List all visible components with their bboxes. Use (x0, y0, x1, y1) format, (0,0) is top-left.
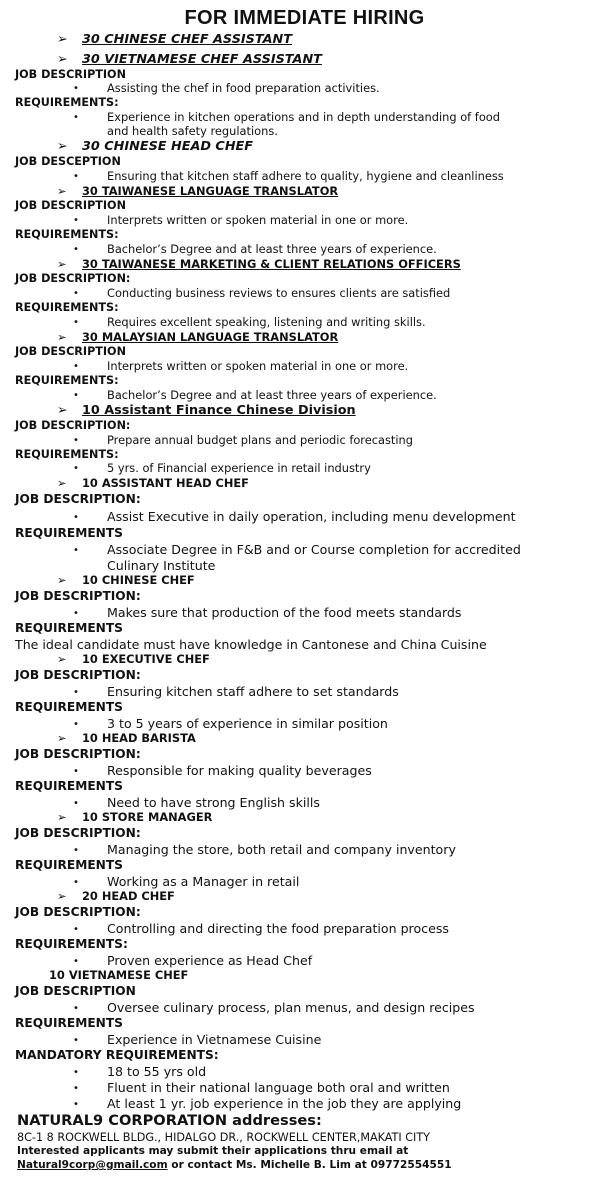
bullet-icon: • (73, 361, 79, 372)
bullet-icon: • (73, 317, 79, 328)
job-description-label: JOB DESCRIPTION: (15, 747, 141, 761)
arrow-bullet-icon: ➢ (57, 403, 68, 418)
bullet-icon: • (73, 171, 79, 182)
contact-text: or contact Ms. Michelle B. Lim at 09772554551 (167, 1159, 452, 1171)
list-item: • Experience in kitchen operations and in depth understanding of food (73, 110, 500, 124)
bullet-icon: • (73, 1035, 79, 1046)
bullet-icon: • (73, 719, 79, 730)
bullet-icon: • (73, 1003, 79, 1014)
list-item: • Makes sure that production of the food meets standards (73, 605, 462, 620)
requirements-label: REQUIREMENTS (15, 1016, 123, 1030)
job-description-label: JOB DESCRIPTION: (15, 272, 131, 285)
list-item: • Interprets written or spoken material in one or more. (73, 359, 409, 373)
position-title: ➢ 30 CHINESE HEAD CHEF (57, 139, 254, 154)
job-description-label: JOB DESCRIPTION: (15, 492, 141, 506)
arrow-bullet-icon: ➢ (57, 257, 67, 271)
list-item: • Bachelor’s Degree and at least three years of experience. (73, 388, 437, 402)
list-item-continued: Culinary Institute (107, 558, 216, 573)
list-item: • Assisting the chef in food preparation activities. (73, 81, 380, 95)
position-title: ➢ 30 TAIWANESE LANGUAGE TRANSLATOR (57, 184, 339, 198)
bullet-icon: • (73, 1083, 79, 1094)
list-item: • Conducting business reviews to ensures clients are satisfied (73, 286, 451, 300)
mandatory-requirements-label: MANDATORY REQUIREMENTS: (15, 1048, 219, 1062)
bullet-icon: • (73, 845, 79, 856)
arrow-bullet-icon: ➢ (57, 731, 67, 745)
requirements-label: REQUIREMENTS: (15, 96, 119, 109)
bullet-icon: • (73, 608, 79, 619)
page-title: FOR IMMEDIATE HIRING (184, 7, 425, 29)
position-title: ➢ 30 CHINESE CHEF ASSISTANT (57, 32, 292, 47)
bullet-icon: • (73, 83, 79, 94)
job-description-label: JOB DESCRIPTION (15, 68, 126, 81)
list-item: • Ensuring kitchen staff adhere to set standards (73, 684, 399, 699)
bullet-icon: • (73, 766, 79, 777)
arrow-bullet-icon: ➢ (57, 139, 68, 154)
requirements-label: REQUIREMENTS: (15, 937, 128, 951)
list-item: • Responsible for making quality beverages (73, 763, 372, 778)
job-description-label: JOB DESCRIPTION (15, 345, 126, 358)
list-item-continued: and health safety regulations. (107, 124, 278, 138)
list-item: • 18 to 55 yrs old (73, 1064, 207, 1079)
requirements-label: REQUIREMENTS (15, 526, 123, 540)
arrow-bullet-icon: ➢ (57, 476, 67, 490)
position-title: ➢ 10 ASSISTANT HEAD CHEF (57, 476, 249, 490)
requirements-label: REQUIREMENTS (15, 700, 123, 714)
bullet-icon: • (73, 1099, 79, 1110)
arrow-bullet-icon: ➢ (57, 32, 68, 47)
position-title: ➢ 10 STORE MANAGER (57, 810, 213, 824)
list-item: • Interprets written or spoken material in one or more. (73, 213, 409, 227)
email-link[interactable]: Natural9corp@gmail.com (17, 1159, 168, 1171)
bullet-icon: • (73, 390, 79, 401)
job-description-label: JOB DESCEPTION (15, 155, 121, 168)
job-description-label: JOB DESCRIPTION: (15, 589, 141, 603)
list-item: • Prepare annual budget plans and periodic forecasting (73, 433, 414, 447)
position-title: ➢ 10 CHINESE CHEF (57, 573, 195, 587)
position-title: ➢ 30 VIETNAMESE CHEF ASSISTANT (57, 52, 322, 67)
bullet-icon: • (73, 545, 79, 556)
position-title: ➢ 30 TAIWANESE MARKETING & CLIENT RELATIONS OFFICERS (57, 257, 461, 271)
bullet-icon: • (73, 463, 79, 474)
list-item: • Requires excellent speaking, listening and writing skills. (73, 315, 426, 329)
application-note: Interested applicants may submit their applications thru email at (17, 1145, 409, 1157)
company-name: NATURAL9 CORPORATION addresses: (17, 1112, 322, 1129)
position-title: ➢ 30 MALAYSIAN LANGUAGE TRANSLATOR (57, 330, 339, 344)
job-description-label: JOB DESCRIPTION: (15, 419, 131, 432)
position-title: ➢ 20 HEAD CHEF (57, 889, 175, 903)
requirements-label: REQUIREMENTS: (15, 448, 119, 461)
position-title: ➢ 10 Assistant Finance Chinese Division (57, 403, 356, 418)
requirements-label: REQUIREMENTS (15, 858, 123, 872)
arrow-bullet-icon: ➢ (57, 652, 67, 666)
job-description-label: JOB DESCRIPTION (15, 199, 126, 212)
bullet-icon: • (73, 512, 79, 523)
bullet-icon: • (73, 1067, 79, 1078)
contact-line (17, 1158, 452, 1173)
list-item: • Ensuring that kitchen staff adhere to quality, hygiene and cleanliness (73, 169, 504, 183)
bullet-icon: • (73, 956, 79, 967)
bullet-icon: • (73, 215, 79, 226)
job-description-label: JOB DESCRIPTION: (15, 905, 141, 919)
requirements-label: REQUIREMENTS: (15, 374, 119, 387)
list-item: • Need to have strong English skills (73, 795, 320, 810)
list-item: • Associate Degree in F&B and or Course completion for accredited (73, 542, 521, 557)
job-description-label: JOB DESCRIPTION: (15, 668, 141, 682)
bullet-icon: • (73, 112, 79, 123)
position-title: 10 VIETNAMESE CHEF (49, 968, 189, 982)
requirements-label: REQUIREMENTS: (15, 301, 119, 314)
list-item: • Oversee culinary process, plan menus, and design recipes (73, 1000, 475, 1015)
position-title: ➢ 10 HEAD BARISTA (57, 731, 196, 745)
requirements-label: REQUIREMENTS: (15, 228, 119, 241)
job-description-label: JOB DESCRIPTION (15, 984, 136, 998)
list-item: • Working as a Manager in retail (73, 874, 300, 889)
list-item: • Bachelor’s Degree and at least three years of experience. (73, 242, 437, 256)
bullet-icon: • (73, 924, 79, 935)
bullet-icon: • (73, 244, 79, 255)
list-item: • Controlling and directing the food preparation process (73, 921, 449, 936)
arrow-bullet-icon: ➢ (57, 52, 68, 67)
job-description-label: JOB DESCRIPTION: (15, 826, 141, 840)
requirements-label: REQUIREMENTS (15, 779, 123, 793)
bullet-icon: • (73, 798, 79, 809)
bullet-icon: • (73, 877, 79, 888)
list-item: • Proven experience as Head Chef (73, 953, 313, 968)
bullet-icon: • (73, 435, 79, 446)
bullet-icon: • (73, 687, 79, 698)
list-item: • Assist Executive in daily operation, including menu development (73, 509, 516, 524)
arrow-bullet-icon: ➢ (57, 184, 67, 198)
arrow-bullet-icon: ➢ (57, 810, 67, 824)
requirements-label: REQUIREMENTS (15, 621, 123, 635)
arrow-bullet-icon: ➢ (57, 889, 67, 903)
list-item: • Managing the store, both retail and company inventory (73, 842, 456, 857)
arrow-bullet-icon: ➢ (57, 573, 67, 587)
list-item: • 3 to 5 years of experience in similar position (73, 716, 388, 731)
requirement-text: The ideal candidate must have knowledge in Cantonese and China Cuisine (15, 637, 487, 652)
list-item: • Experience in Vietnamese Cuisine (73, 1032, 322, 1047)
list-item: • At least 1 yr. job experience in the job they are applying (73, 1096, 462, 1111)
list-item: • 5 yrs. of Financial experience in retail industry (73, 461, 371, 475)
list-item: • Fluent in their national language both oral and written (73, 1080, 450, 1095)
position-title: ➢ 10 EXECUTIVE CHEF (57, 652, 210, 666)
company-address: 8C-1 8 ROCKWELL BLDG., HIDALGO DR., ROCKWELL CENTER,MAKATI CITY (17, 1131, 431, 1144)
bullet-icon: • (73, 288, 79, 299)
arrow-bullet-icon: ➢ (57, 330, 67, 344)
